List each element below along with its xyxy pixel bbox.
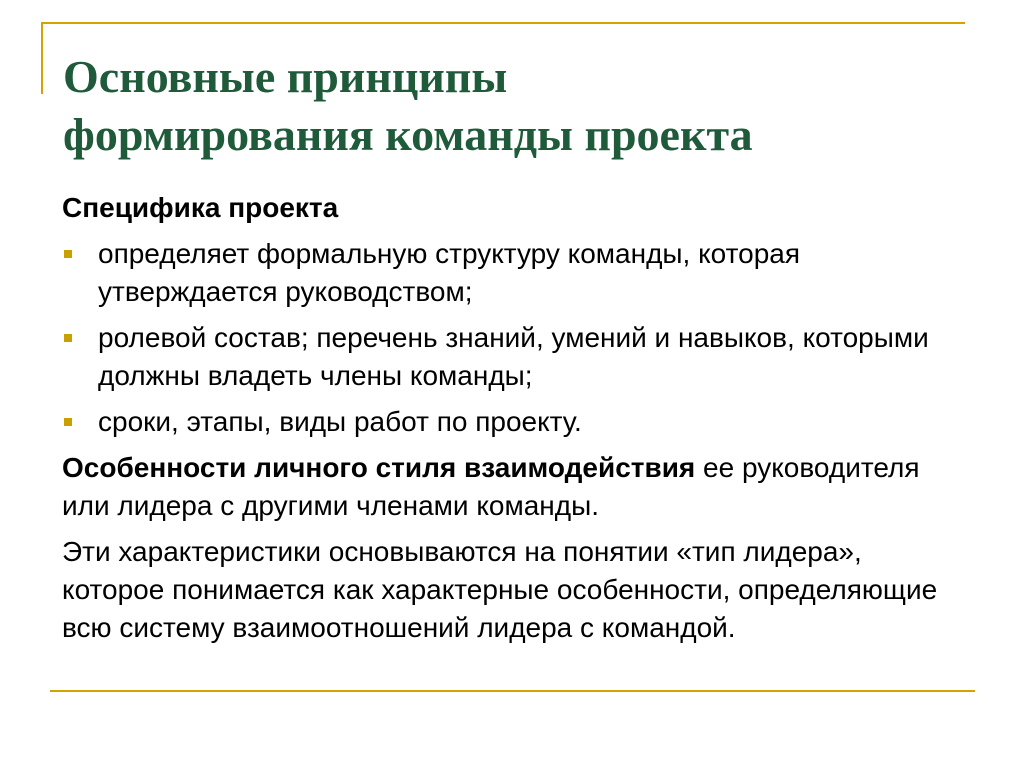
top-accent-rule <box>41 22 965 24</box>
slide-body <box>62 189 962 655</box>
bullet-item <box>62 319 962 395</box>
title-line-2: формирования команды проекта <box>63 109 753 160</box>
paragraph-bold-lead: Особенности личного стиля взаимодействия <box>62 452 696 483</box>
square-bullet-icon <box>64 334 72 342</box>
leadership-style-paragraph <box>62 449 962 525</box>
leader-type-paragraph: Эти характеристики основываются на понятии «тип лидера», которое понимается как характерные особенности, определяющие всю систему взаимоотношений лидера с командой. <box>62 536 938 643</box>
square-bullet-icon <box>64 250 72 258</box>
section-heading: Специфика проекта <box>62 192 339 223</box>
square-bullet-icon <box>64 418 72 426</box>
bullet-text: сроки, этапы, виды работ по проекту. <box>98 406 582 437</box>
bullet-text: ролевой состав; перечень знаний, умений и навыков, которыми должны владеть члены команды; <box>98 322 929 391</box>
bullet-item <box>62 403 962 441</box>
left-accent-rule <box>41 22 43 94</box>
slide-title <box>63 48 963 164</box>
title-line-1: Основные принципы <box>63 51 508 102</box>
bullet-item <box>62 235 962 311</box>
paragraph-rest: ее руководителя или лидера с другими членами команды. <box>62 452 920 521</box>
bottom-accent-rule <box>50 690 975 692</box>
bullet-text: определяет формальную структуру команды, которая утверждается руководством; <box>98 238 801 307</box>
bullet-list <box>62 235 962 441</box>
